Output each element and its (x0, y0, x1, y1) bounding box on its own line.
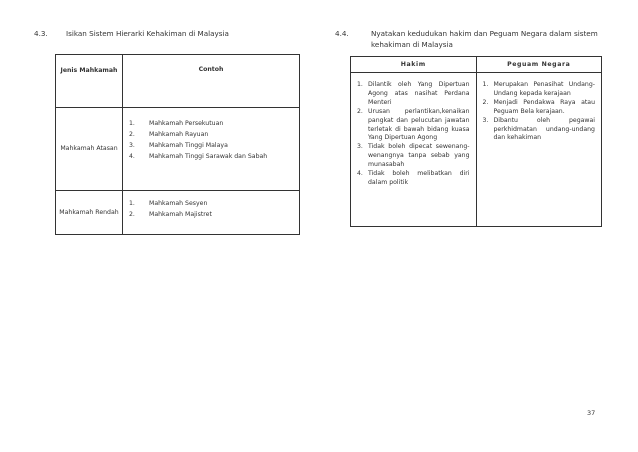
list-item: 4. Mahkamah Tinggi Sarawak dan Sabah (129, 153, 268, 160)
court-examples-cell (123, 108, 300, 191)
list-item: 3. Tidak boleh dipecat sewenang-wenangnya tanpa sebab yang munasabah (357, 143, 470, 169)
table-header-row (56, 55, 300, 108)
hakim-list (357, 81, 470, 188)
section-4-4-heading (335, 28, 605, 50)
table-row (56, 191, 300, 235)
list-item: 2. Urusan perlantikan,kenaikan pangkat dan pelucutan jawatan terletak di bawah bidang kuasa Yang Dipertuan Agong (357, 107, 470, 142)
peguam-cell (476, 73, 602, 227)
court-type-cell: Mahkamah Atasan (56, 108, 123, 191)
list-item: 1. Mahkamah Sesyen (129, 200, 208, 207)
court-list (129, 118, 293, 162)
header-jenis-mahkamah: Jenis Mahkamah (56, 55, 123, 108)
table-header-row (351, 57, 602, 73)
list-item: 2. Mahkamah Majistret (129, 211, 212, 218)
header-hakim: Hakim (351, 57, 477, 73)
table-row (56, 108, 300, 191)
page-number: 37 (587, 409, 596, 417)
list-item: 1. Merupakan Penasihat Undang-Undang kepada kerajaan (482, 81, 595, 97)
court-examples-cell (123, 191, 300, 235)
section-title: Isikan Sistem Hierarki Kehakiman di Malaysia (66, 29, 229, 38)
section-4-3-heading (34, 28, 229, 39)
peguam-list (483, 81, 596, 143)
court-list (129, 198, 293, 220)
list-item: 2. Mahkamah Rayuan (129, 131, 209, 138)
section-title: Nyatakan kedudukan hakim dan Peguam Negara dalam sistem kehakiman di Malaysia (371, 29, 598, 49)
list-item: 3. Mahkamah Tinggi Malaya (129, 142, 228, 149)
list-item: 3. Dibantu oleh pegawai perkhidmatan undang-undang dan kehakiman (482, 116, 595, 142)
table-row (351, 73, 602, 227)
list-item: 2. Menjadi Pendakwa Raya atau Peguam Bela kerajaan. (482, 98, 595, 115)
court-type-cell: Mahkamah Rendah (56, 191, 123, 235)
hakim-cell (351, 73, 477, 227)
list-item: 1. Mahkamah Persekutuan (129, 120, 224, 127)
list-item: 1. Dilantik oleh Yang Dipertuan Agong atas nasihat Perdana Menteri (357, 81, 470, 106)
header-peguam-negara: Peguam Negara (476, 57, 602, 73)
court-hierarchy-table (55, 54, 300, 235)
section-number: 4.4. (335, 29, 349, 38)
judge-attorney-table (350, 56, 602, 227)
header-contoh: Contoh (123, 55, 300, 108)
list-item: 4. Tidak boleh melibatkan diri dalam politik (357, 170, 470, 186)
section-number: 4.3. (34, 29, 48, 38)
